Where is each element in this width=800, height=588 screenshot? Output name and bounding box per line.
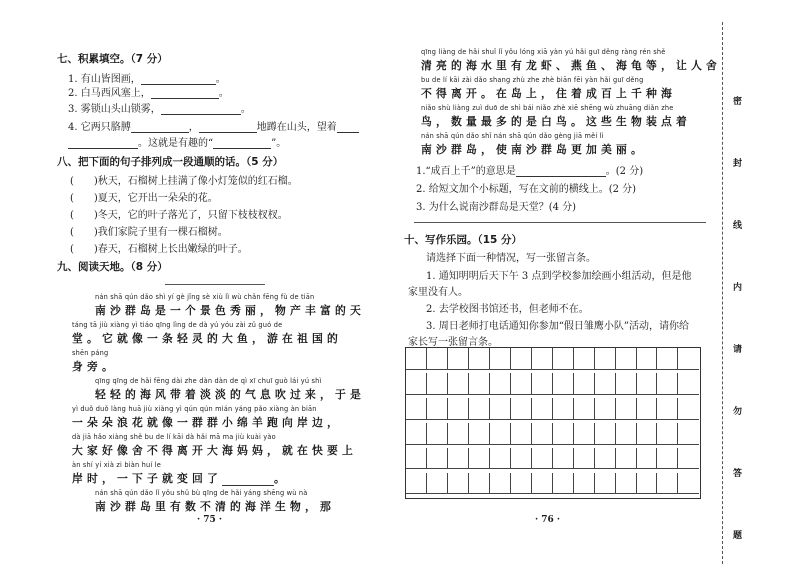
hanzi-line: 身旁。 (72, 360, 117, 373)
answer-blank[interactable] (222, 475, 274, 486)
grid-cell[interactable] (448, 473, 469, 495)
item-text: 它两只胳膊 (80, 122, 131, 133)
hanzi-text: 岸时，一下子就变回了 (72, 472, 222, 485)
grid-cell[interactable] (448, 348, 469, 370)
s7-item4-line2 (68, 134, 286, 149)
question-3: 3. 为什么说南沙群岛是天堂？(4 分) (416, 202, 577, 213)
grid-cell[interactable] (427, 423, 448, 445)
grid-cell[interactable] (406, 348, 427, 370)
grid-cell[interactable] (637, 473, 658, 495)
hanzi-line: 岸时，一下子就变回了 。 (72, 472, 289, 485)
grid-cell[interactable] (469, 473, 490, 495)
grid-cell[interactable] (678, 448, 699, 470)
pinyin-line: dà jiā hǎo xiàng shě bu de lí kāi dà hǎi mā ma jiù kuài yào (72, 433, 276, 441)
grid-cell[interactable] (637, 373, 658, 395)
grid-cell[interactable] (511, 448, 532, 470)
grid-cell[interactable] (553, 348, 574, 370)
section10-item: 1. 通知明明后天下午 3 点到学校参加绘画小组活动，但是他 (426, 271, 692, 282)
grid-cell[interactable] (574, 373, 595, 395)
grid-cell[interactable] (637, 423, 658, 445)
answer-blank[interactable] (131, 122, 189, 133)
grid-cell[interactable] (657, 423, 678, 445)
answer-blank[interactable] (516, 166, 606, 177)
margin-char: 内 (733, 283, 743, 293)
pinyin-line: qīng qīng de hǎi fēng dài zhe dàn dàn de qì xī chuī guò lái yú shì (95, 377, 322, 385)
section8-title: 八、把下面的句子排列成一段通顺的话。（5 分） (57, 156, 284, 168)
hanzi-line: 大家好像舍不得离开大海妈妈，就在快要上 (72, 444, 357, 457)
answer-line[interactable] (414, 222, 706, 223)
grid-cell[interactable] (678, 348, 699, 370)
grid-cell[interactable] (406, 423, 427, 445)
pinyin-line: nán shā qún dǎo shǐ nán shā qún dǎo gèng jiā měi lì (421, 132, 604, 140)
grid-cell[interactable] (448, 423, 469, 445)
grid-cell[interactable] (657, 398, 678, 420)
section10-item: 家长写一张留言条。 (408, 337, 498, 348)
s8-item: ( )夏天，它开出一朵朵的花。 (70, 193, 218, 204)
item-end: ”。 (271, 138, 287, 149)
item-number: 2. (68, 88, 78, 99)
grid-cell[interactable] (595, 373, 616, 395)
section10-item: 家里没有人。 (408, 287, 468, 298)
grid-cell[interactable] (553, 473, 574, 495)
grid-cell[interactable] (448, 398, 469, 420)
grid-cell[interactable] (678, 373, 699, 395)
margin-char: 密 (733, 97, 743, 107)
grid-cell[interactable] (616, 373, 637, 395)
section9-title: 九、阅读天地。（8 分） (57, 261, 168, 273)
grid-cell[interactable] (616, 448, 637, 470)
hanzi-line: 堂。它就像一条轻灵的大鱼，游在祖国的 (72, 332, 342, 345)
grid-cell[interactable] (574, 398, 595, 420)
grid-cell[interactable] (427, 473, 448, 495)
grid-cell[interactable] (511, 348, 532, 370)
grid-cell[interactable] (532, 373, 553, 395)
answer-blank[interactable] (151, 88, 219, 99)
question-text: 1.“成百上千”的意思是 (416, 166, 516, 177)
grid-cell[interactable] (532, 473, 553, 495)
grid-cell[interactable] (469, 348, 490, 370)
grid-cell[interactable] (532, 348, 553, 370)
pinyin-line: bu de lí kāi zài dǎo shang zhù zhe zhè biān fēi yàn hǎi guī děng (421, 76, 644, 84)
grid-cell[interactable] (574, 473, 595, 495)
margin-char: 线 (733, 221, 743, 231)
grid-cell[interactable] (490, 423, 511, 445)
margin-char: 封 (733, 159, 743, 169)
hanzi-line: 清亮的海水里有龙虾、燕鱼、海龟等，让人舍 (421, 59, 721, 72)
s7-item2 (68, 84, 229, 99)
grid-cell[interactable] (490, 448, 511, 470)
hanzi-line: 一朵朵浪花就像一群群小绵羊跑向岸边， (72, 416, 342, 429)
item-text-3: 。这就是有趣的“ (138, 138, 214, 149)
grid-cell[interactable] (406, 398, 427, 420)
s7-item3 (68, 100, 251, 115)
s8-item: ( )秋天，石榴树上挂满了像小灯笼似的红石榴。 (70, 176, 298, 187)
grid-cell[interactable] (616, 348, 637, 370)
margin-char: 请 (733, 345, 743, 355)
pinyin-line: àn shí yí xià zi biàn huí le (72, 461, 162, 469)
grid-cell[interactable] (595, 448, 616, 470)
grid-cell[interactable] (553, 373, 574, 395)
question-score: 。(2 分) (605, 166, 644, 177)
hanzi-line: 轻轻的海风带着淡淡的气息吹过来，于是 (95, 388, 365, 401)
section10-item: 2. 去学校图书馆还书，但老师不在。 (426, 304, 589, 315)
pinyin-line: niǎo shù liàng zuì duō de shì bái niǎo zhè xiē shēng wù zhuāng diǎn zhe (421, 104, 674, 112)
item-number: 1. (68, 74, 78, 85)
grid-cell[interactable] (678, 398, 699, 420)
grid-cell[interactable] (595, 473, 616, 495)
grid-cell[interactable] (448, 373, 469, 395)
grid-cell[interactable] (637, 348, 658, 370)
question-2: 2. 给短文加个小标题，写在文前的横线上。(2 分) (416, 184, 637, 195)
grid-cell[interactable] (511, 373, 532, 395)
pinyin-line: shēn páng (72, 349, 109, 357)
grid-cell[interactable] (490, 373, 511, 395)
grid-cell[interactable] (637, 398, 658, 420)
item-text: 雾锁山头山锁雾， (80, 104, 161, 115)
grid-cell[interactable] (469, 448, 490, 470)
margin-char: 答 (733, 469, 743, 479)
grid-cell[interactable] (427, 373, 448, 395)
grid-cell[interactable] (427, 448, 448, 470)
grid-cell[interactable] (427, 398, 448, 420)
s8-item: ( )我们家院子里有一棵石榴树。 (70, 227, 228, 238)
grid-cell[interactable] (595, 398, 616, 420)
section10-title: 十、写作乐园。（15 分） (404, 234, 523, 246)
grid-cell[interactable] (490, 473, 511, 495)
pinyin-line: táng tā jiù xiàng yì tiáo qīng lìng de dà yú yóu zài zǔ guó de (72, 321, 283, 329)
page-number: · 76 · (535, 515, 561, 525)
grid-cell[interactable] (406, 373, 427, 395)
hanzi-line: 南沙群岛里有数不清的海洋生物，那 (95, 500, 335, 513)
section10-intro: 请选择下面一种情况，写一张留言条。 (426, 253, 596, 264)
answer-blank[interactable] (161, 104, 241, 115)
grid-cell[interactable] (532, 448, 553, 470)
s7-item1 (68, 70, 226, 85)
grid-cell[interactable] (657, 373, 678, 395)
pinyin-line: nán shā qún dǎo lǐ yǒu shǔ bù qīng de hǎi yáng shēng wù nà (95, 489, 308, 497)
grid-cell[interactable] (574, 348, 595, 370)
grid-cell[interactable] (406, 448, 427, 470)
margin-char: 勿 (733, 407, 743, 417)
hanzi-line: 南沙群岛，使南沙群岛更加美丽。 (421, 143, 646, 156)
grid-cell[interactable] (511, 423, 532, 445)
grid-cell[interactable] (427, 348, 448, 370)
section10-item: 3. 周日老师打电话通知你参加“假日雏鹰小队”活动，请你给 (426, 321, 689, 332)
hanzi-line: 南沙群岛是一个景色秀丽，物产丰富的天 (95, 304, 365, 317)
answer-blank[interactable] (337, 122, 359, 133)
s7-item4: 4. 它两只胳膊 ， 地蹲在山头，望着 (68, 118, 359, 133)
grid-cell[interactable] (490, 348, 511, 370)
answer-blank[interactable] (199, 122, 257, 133)
hanzi-line: 鸟，数量最多的是白鸟。这些生物装点着 (421, 115, 691, 128)
grid-cell[interactable] (553, 448, 574, 470)
grid-cell[interactable] (469, 423, 490, 445)
grid-cell[interactable] (616, 398, 637, 420)
question-1 (416, 162, 643, 177)
section7-title: 七、积累填空。（7 分） (57, 53, 168, 65)
answer-blank[interactable] (213, 138, 271, 149)
grid-cell[interactable] (511, 473, 532, 495)
grid-cell[interactable] (532, 423, 553, 445)
pinyin-line: qīng liàng de hǎi shuǐ lǐ yǒu lóng xiā yàn yú hǎi guī děng ràng rén shě (421, 48, 666, 56)
s8-item: ( )冬天，它的叶子落光了，只留下枝枝杈杈。 (70, 210, 288, 221)
end-mark: 。 (240, 104, 251, 115)
grid-cell[interactable] (469, 398, 490, 420)
item-text: 白马西风塞上， (80, 88, 151, 99)
grid-cell[interactable] (678, 423, 699, 445)
grid-cell[interactable] (553, 423, 574, 445)
grid-cell[interactable] (574, 448, 595, 470)
end-mark: 。 (218, 88, 229, 99)
title-answer-line[interactable] (165, 284, 265, 285)
answer-blank[interactable] (68, 138, 138, 149)
grid-cell[interactable] (532, 398, 553, 420)
grid-cell[interactable] (490, 398, 511, 420)
item-number: 4. (68, 122, 78, 133)
hanzi-line: 不得离开。在岛上，住着成百上千种海 (421, 87, 676, 100)
end-mark: 。 (215, 74, 226, 85)
pinyin-line: yì duǒ duǒ làng huā jiù xiàng yì qún qún mián yáng pǎo xiàng àn biān (72, 405, 317, 413)
grid-cell[interactable] (511, 398, 532, 420)
grid-cell[interactable] (595, 348, 616, 370)
right-page (400, 0, 722, 588)
s8-item: ( )春天，石榴树上长出嫩绿的叶子。 (70, 244, 248, 255)
binding-dashed-line (722, 22, 723, 564)
item-number: 3. (68, 104, 78, 115)
writing-grid[interactable] (405, 347, 701, 499)
grid-cell[interactable] (616, 423, 637, 445)
item-text: 有山皆图画， (80, 74, 141, 85)
item-text-2: 地蹲在山头，望着 (256, 122, 337, 133)
grid-cell[interactable] (678, 473, 699, 495)
margin-char: 题 (733, 531, 743, 541)
grid-cell[interactable] (553, 398, 574, 420)
grid-cell[interactable] (637, 448, 658, 470)
grid-cell[interactable] (657, 348, 678, 370)
grid-cell[interactable] (616, 473, 637, 495)
grid-cell[interactable] (406, 473, 427, 495)
page-number: · 75 · (197, 515, 223, 525)
grid-cell[interactable] (574, 423, 595, 445)
grid-cell[interactable] (657, 448, 678, 470)
pinyin-line: nán shā qún dǎo shì yí gè jǐng sè xiù lì wù chǎn fēng fù de tiān (95, 293, 315, 301)
grid-cell[interactable] (595, 423, 616, 445)
grid-cell[interactable] (469, 373, 490, 395)
grid-cell[interactable] (448, 448, 469, 470)
grid-cell[interactable] (657, 473, 678, 495)
